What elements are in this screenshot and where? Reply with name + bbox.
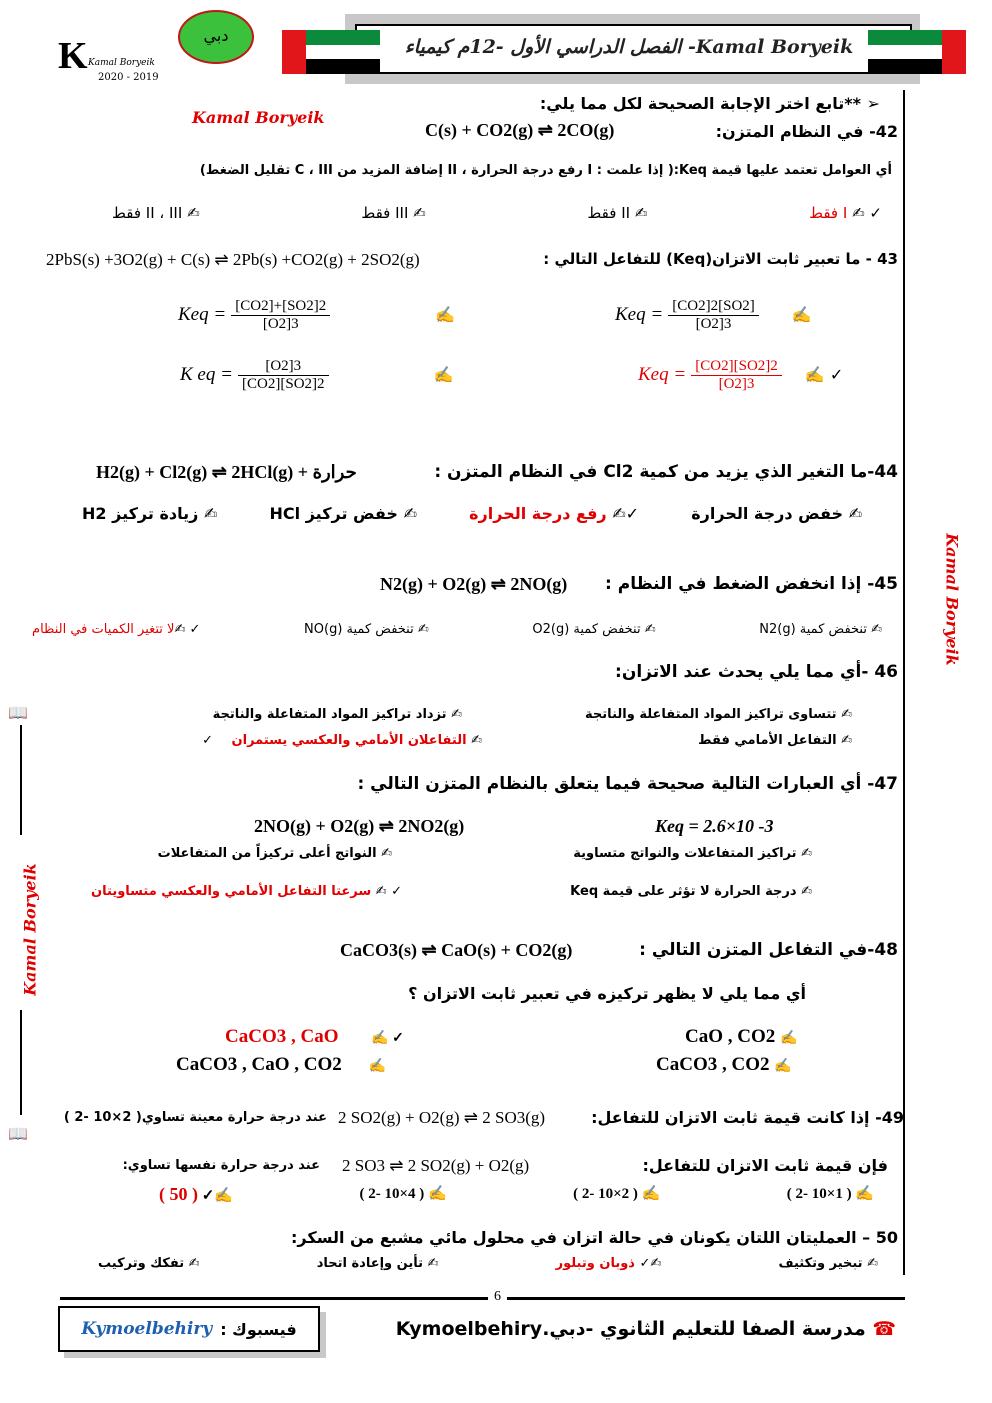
q43-option-1[interactable]: Keq = $\frac{[CO2]2[SO2]}{[O2]3}$ ✍ (615, 298, 812, 333)
right-border (903, 90, 905, 1275)
school-name: ☎ مدرسة الصفا للتعليم الثانوي -دبي.Kymoelbehiry (395, 1318, 896, 1340)
option-correct[interactable]: ✓ ✍ I فقط (809, 204, 882, 222)
pencil-icon (867, 1256, 878, 1271)
pencil-icon (435, 305, 455, 324)
margin-line-top (20, 725, 22, 835)
pencil-icon (780, 1031, 797, 1046)
check-icon: ✓ (388, 1031, 404, 1046)
pencil-icon (418, 622, 429, 637)
pencil-icon (428, 1256, 439, 1271)
option[interactable]: ✍ خفض تركيز HCl (270, 504, 417, 523)
pencil-icon (368, 1059, 385, 1074)
uae-flag-right (868, 30, 966, 74)
q47-label: 47- أي العبارات التالية صحيحة فيما يتعلق بالنظام المتزن التالي : (357, 774, 898, 794)
book-icon: 📖 (8, 703, 28, 722)
pencil-icon (189, 1256, 200, 1271)
q45-label: 45- إذا انخفض الضغط في النظام : (605, 574, 898, 594)
pencil-icon (451, 707, 462, 722)
check-icon: ✓ (185, 622, 201, 637)
pencil-icon (635, 204, 648, 222)
q45-equation: N2(g) + O2(g) ⇌ 2NO(g) (380, 574, 568, 594)
q43-option-4[interactable]: K eq = $\frac{[O2]3}{[CO2][SO2]2}$ ✍ (180, 358, 454, 393)
q48-label: 48-في التفاعل المتزن التالي : (639, 940, 898, 960)
option[interactable]: ✍ تنخفض كمية O2(g) (532, 622, 655, 637)
pencil-icon (174, 622, 185, 637)
fraction: $\frac{[O2]3}{[CO2][SO2]2}$ (238, 358, 329, 393)
logo-name: Kamal Boryeik (88, 58, 155, 68)
q43-option-2[interactable]: Keq = $\frac{[CO2]+[SO2]2}{[O2]3}$ ✍ (178, 298, 455, 333)
pencil-icon (774, 1059, 791, 1074)
pencil-icon (381, 846, 392, 861)
pencil-icon (645, 622, 656, 637)
pencil-icon (801, 884, 812, 899)
q46-option-4-correct[interactable]: ✍ التفاعلان الأمامي والعكسي يستمران ✓ (202, 733, 482, 748)
option[interactable]: ✍ تبخير وتكثيف (778, 1256, 878, 1271)
q49-condition-2: عند درجة حرارة نفسها تساوي: (122, 1158, 320, 1173)
q48-question: أي مما يلي لا يظهر تركيزه في تعبير ثابت الاتزان ؟ (408, 984, 806, 1003)
option[interactable]: ✍ خفض درجة الحرارة (691, 504, 862, 523)
pencil-icon (434, 365, 454, 384)
uae-flag-left (282, 30, 380, 74)
pencil-icon (413, 204, 426, 222)
option-correct[interactable]: ✍ ✓ ذوبان وتبلور (556, 1256, 662, 1271)
q47-option-1[interactable]: ✍ تراكيز المتفاعلات والنواتج متساوية (573, 846, 812, 861)
footer-divider (60, 1297, 905, 1300)
pencil-icon (214, 1188, 233, 1204)
q48-option-1[interactable]: CaO , CO2 ✍ (685, 1026, 797, 1048)
option[interactable]: ✍ ( 4×10 -2 ) (359, 1184, 446, 1205)
q44-options (82, 504, 862, 523)
q47-equation: 2NO(g) + O2(g) ⇌ 2NO2(g) (254, 816, 465, 836)
margin-line-bottom (20, 1010, 22, 1115)
q48-equation: CaCO3(s) ⇌ CaO(s) + CO2(g) (340, 940, 573, 960)
q49-equation-2: 2 SO3 ⇌ 2 SO2(g) + O2(g) (342, 1156, 530, 1175)
q49-label: 49- إذا كانت قيمة ثابت الاتزان للتفاعل: (591, 1108, 904, 1127)
pencil-icon (871, 622, 882, 637)
pencil-icon (650, 1256, 661, 1271)
check-icon: ✓ (198, 1188, 215, 1204)
city-badge-label: دبي (203, 26, 229, 45)
author-logo: K Kamal Boryeik 2020 - 2019 (58, 35, 159, 83)
pencil-icon (187, 204, 200, 222)
option[interactable]: ✍ II ، III فقط (112, 204, 200, 222)
option[interactable]: ✍ تأين وإعادة اتحاد (317, 1256, 439, 1271)
option[interactable]: ✍ II فقط (587, 204, 647, 222)
pencil-icon (204, 504, 217, 523)
pencil-icon (642, 1186, 661, 1202)
q42-options (112, 204, 882, 222)
fraction: $\frac{[CO2]+[SO2]2}{[O2]3}$ (231, 298, 330, 333)
q43-option-3-correct[interactable]: Keq = $\frac{[CO2][SO2]2}{[O2]3}$ ✍ ✓ (638, 358, 843, 393)
check-icon: ✓ (386, 884, 402, 899)
check-icon: ✓ (639, 1256, 651, 1271)
city-badge (178, 10, 254, 64)
q46-label: 46 -أي مما يلي يحدث عند الاتزان: (615, 662, 898, 682)
check-icon: ✓ (202, 733, 213, 748)
facebook-box[interactable] (58, 1306, 320, 1352)
q48-option-4[interactable]: CaCO3 , CaO , CO2 ✍ (176, 1054, 386, 1076)
fraction: $\frac{[CO2][SO2]2}{[O2]3}$ (691, 358, 782, 393)
option[interactable]: ✍ تنخفض كمية NO(g) (304, 622, 429, 637)
q46-option-3[interactable]: ✍ التفاعل الأمامي فقط (698, 733, 852, 748)
fraction: $\frac{[CO2]2[SO2]}{[O2]3}$ (668, 298, 759, 333)
q42-factors: أي العوامل تعتمد عليها قيمة Keq:( إذا علمت : I رفع درجة الحرارة ، II إضافة المزيد من C ، III تقليل الضغط) (199, 163, 892, 178)
q44-equation: H2(g) + Cl2(g) ⇌ 2HCl(g) + حرارة (96, 462, 357, 482)
pencil-icon (471, 733, 482, 748)
option-correct[interactable]: ✍ ✓ ( 50 ) (159, 1184, 233, 1205)
logo-years: 2020 - 2019 (98, 72, 159, 83)
pencil-icon (852, 204, 865, 222)
q49-equation-1: 2 SO2(g) + O2(g) ⇌ 2 SO3(g) (338, 1108, 546, 1127)
q42-label: 42- في النظام المتزن: (715, 122, 898, 141)
option-correct[interactable]: ✓ ✍ لا تتغير الكميات في النظام (32, 622, 200, 637)
pencil-icon (371, 1031, 388, 1046)
q49-condition: عند درجة حرارة معينة تساوي( 2×10 -2 ) (63, 1110, 327, 1125)
page-title: Kamal Boryeik- الفصل الدراسي الأول -12م كيمياء (404, 36, 854, 58)
q48-option-2-correct[interactable]: CaCO3 , CaO ✍ ✓ (225, 1026, 404, 1048)
signature-right: Kamal Boryeik (942, 533, 962, 666)
option[interactable]: ✍ تفكك وتركيب (98, 1256, 200, 1271)
q49-label-2: فإن قيمة ثابت الاتزان للتفاعل: (642, 1156, 888, 1175)
facebook-name: Kymoelbehiry (81, 1319, 213, 1339)
pencil-icon (805, 365, 825, 384)
q49-options (159, 1184, 874, 1205)
q47-option-3[interactable]: ✍ درجة الحرارة لا تؤثر على قيمة Keq (570, 884, 812, 899)
book-icon: 📖 (8, 1124, 28, 1143)
option[interactable]: ✍ تنخفض كمية N2(g) (759, 622, 882, 637)
q46-option-1[interactable]: ✍ تتساوى تراكيز المواد المتفاعلة والناتجة (585, 707, 852, 722)
check-icon: ✓ (625, 504, 640, 523)
option[interactable]: ✍ ( 1×10 -2 ) (787, 1184, 874, 1205)
pencil-icon (428, 1186, 447, 1202)
pencil-icon (849, 504, 862, 523)
q50-options (98, 1256, 878, 1271)
check-icon: ✓ (829, 365, 844, 384)
q48-option-3[interactable]: CaCO3 , CO2 ✍ (656, 1054, 792, 1076)
q47-option-2[interactable]: ✍ النواتج أعلى تركيزاً من المتفاعلات (158, 846, 392, 861)
signature-left: Kamal Boryeik (20, 863, 40, 996)
q45-options (32, 622, 882, 637)
intro-text: ➢ **تابع اختر الإجابة الصحيحة لكل مما يلي: (539, 94, 880, 113)
pencil-icon (801, 846, 812, 861)
option[interactable]: ✍ زيادة تركيز H2 (82, 504, 217, 523)
phone-icon: ☎ (865, 1318, 896, 1340)
pencil-icon (841, 733, 852, 748)
facebook-label: فيسبوك : (220, 1319, 297, 1339)
q47-option-4-correct[interactable]: ✓ ✍ سرعتا التفاعل الأمامي والعكسي متساويتان (91, 884, 402, 899)
option[interactable]: ✍ ( 2×10 -2 ) (573, 1184, 660, 1205)
pencil-icon (403, 504, 416, 523)
option-correct[interactable]: ✓✍ رفع درجة الحرارة (469, 504, 639, 523)
q43-equation: 2PbS(s) +3O2(g) + C(s) ⇌ 2Pb(s) +CO2(g) + 2SO2(g) (46, 250, 420, 269)
pencil-icon (612, 504, 625, 523)
q44-label: 44-ما التغير الذي يزيد من كمية Cl2 في النظام المتزن : (434, 462, 898, 482)
pencil-icon (855, 1186, 874, 1202)
q43-label: 43 - ما تعبير ثابت الاتزان(Keq) للتفاعل التالي : (543, 250, 898, 268)
pencil-icon (841, 707, 852, 722)
q42-equation: C(s) + CO2(g) ⇌ 2CO(g) (425, 120, 615, 140)
pencil-icon (376, 884, 387, 899)
page-number: 6 (488, 1289, 507, 1305)
pencil-icon (792, 305, 812, 324)
option[interactable]: ✍ III فقط (361, 204, 425, 222)
q47-keq: Keq = 2.6×10 -3 (655, 816, 774, 836)
q50-label: 50 – العمليتان اللتان يكونان في حالة اتزان في محلول مائي مشبع من السكر: (291, 1228, 898, 1247)
bullet-icon: ➢ (861, 94, 880, 113)
check-icon: ✓ (864, 204, 882, 222)
signature-top: Kamal Boryeik (192, 108, 325, 127)
q46-option-2[interactable]: ✍ تزداد تراكيز المواد المتفاعلة والناتجة (213, 707, 462, 722)
